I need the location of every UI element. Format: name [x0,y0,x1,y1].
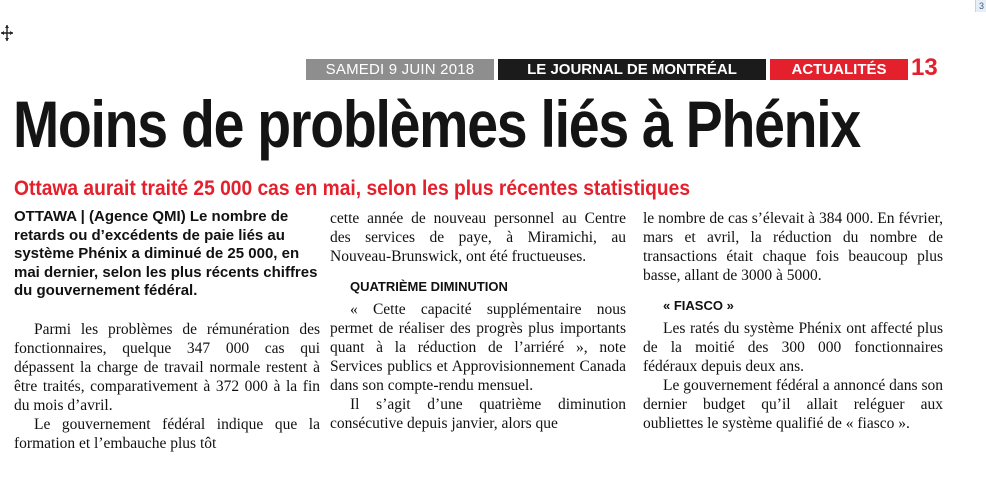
paragraph: Les ratés du système Phénix ont affecté plus de la moitié des 300 000 fonctionnaires fédéraux depuis deux ans. [643,320,943,375]
paragraph: « Cette capacité supplémentaire nous permet de réaliser des progrès plus importants quant à la réduction de l’arriéré », note Services publics et Approvisionnement Canada dans son compte-rendu mensuel. [330,301,626,394]
section-subtitle: « FIASCO » [663,298,734,313]
section-label: ACTUALITÉS [770,59,908,80]
article-column-2 [330,209,626,433]
page-number: 13 [911,54,938,81]
article-column-3 [643,209,943,433]
paragraph: cette année de nouveau personnel au Centre des services de paye, à Miramichi, au Nouveau-Brunswick, ont été fructueuses. [330,210,626,265]
article-column-1 [14,208,320,453]
paragraph: Le gouvernement fédéral indique que la formation et l’embauche plus tôt [14,415,320,452]
subheadline-text: Ottawa aurait traité 25 000 cas en mai, selon les plus récentes statistiques [14,177,691,200]
paragraph: le nombre de cas s’élevait à 384 000. En février, mars et avril, la réduction du nombre de transactions était chaque fois beaucoup plus basse, allant de 3000 à 5000. [643,210,943,284]
paragraph: Le gouvernement fédéral a annoncé dans son dernier budget qu’il allait reléguer aux oubliettes le système qualifié de « fiasco ». [643,377,943,432]
article-headline [13,84,953,164]
page-corner-marker[interactable]: 3 [975,0,986,12]
issue-date: SAMEDI 9 JUIN 2018 [306,59,494,80]
section-subtitle: QUATRIÈME DIMINUTION [350,279,508,294]
paragraph: Il s’agit d’une quatrième diminution consécutive depuis janvier, alors que [330,396,626,432]
publication-name: LE JOURNAL DE MONTRÉAL [498,59,766,80]
move-cursor-icon [0,24,14,42]
headline-text: Moins de problèmes liés à Phénix [13,87,860,161]
paragraph: Parmi les problèmes de rémunération des fonctionnaires, quelque 347 000 cas qui dépassent la charge de travail normale restent à être traités, comparativement à 372 000 à la fin du mois d’avril. [14,320,320,414]
article-subheadline [14,176,944,202]
article-lead: OTTAWA | (Agence QMI) Le nombre de retards ou d’excédents de paie liés au système Phénix a diminué de 25 000, en mai dernier, selon les plus récents chiffres du gouvernement fédéral. [14,208,318,299]
